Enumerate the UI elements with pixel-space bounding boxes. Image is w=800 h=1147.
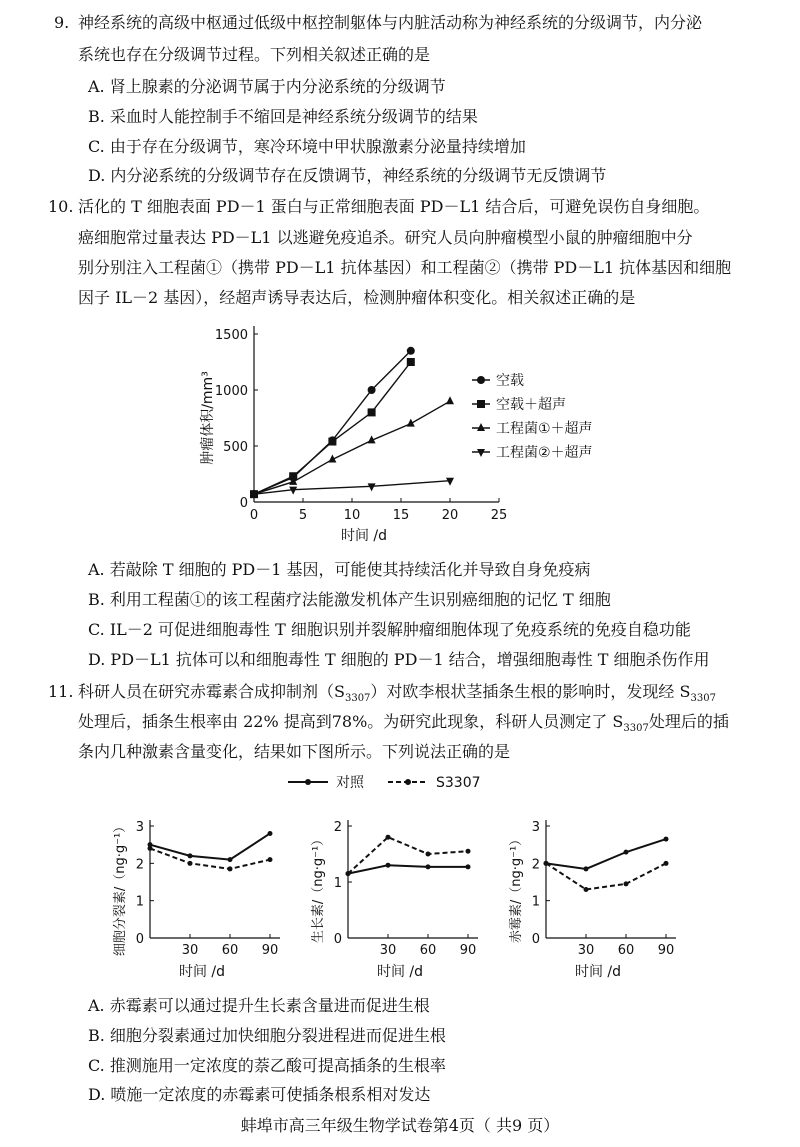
y-tick-label: 1 (531, 894, 540, 910)
control-point (664, 837, 669, 842)
legend-marker (305, 779, 311, 785)
x-axis-label: 时间 /d (340, 528, 388, 544)
y-tick-label: 1000 (214, 384, 248, 399)
legend-label: 工程菌①＋超声 (496, 421, 593, 437)
data-point (446, 478, 454, 486)
data-point (328, 438, 336, 446)
x-axis-label: 时间 /d (376, 964, 424, 980)
option-d[interactable]: D. 喷施一定浓度的赤霉素可使插条根系相对发达 (88, 1085, 431, 1104)
y-axis-label: 细胞分裂素/（ng·g⁻¹） (113, 819, 128, 957)
treated-point (148, 846, 153, 851)
tumor-volume-chart (190, 318, 610, 550)
subscript: 3307 (344, 693, 371, 705)
treated-point (426, 852, 431, 857)
hormone-content-charts (110, 770, 710, 990)
x-tick-label: 90 (261, 943, 279, 958)
question-stem-line: 癌细胞常过量表达 PD－L1 以逃避免疫追杀。研究人员向肿瘤模型小鼠的肿瘤细胞中分 (78, 228, 693, 247)
y-tick-label: 0 (333, 932, 342, 947)
x-tick-label: 30 (379, 943, 397, 958)
treated-point (664, 861, 669, 866)
control-point (624, 850, 629, 855)
data-point (477, 376, 485, 384)
x-tick-label: 60 (221, 943, 239, 958)
y-tick-label: 3 (135, 820, 144, 835)
x-tick-label: 15 (392, 508, 410, 523)
data-point (368, 408, 376, 416)
option-b[interactable]: B. 利用工程菌①的该工程菌疗法能激发机体产生识别癌细胞的记忆 T 细胞 (88, 590, 611, 609)
x-tick-label: 25 (490, 508, 508, 523)
stem-text: 处理后，插条生根率由 22% 提高到78%。为研究此现象，科研人员测定了 S (78, 712, 624, 731)
x-tick-label: 30 (181, 943, 199, 958)
data-point (477, 400, 485, 408)
data-point (368, 386, 376, 394)
control-point (188, 853, 193, 858)
legend-label: S3307 (436, 775, 481, 791)
series-line (254, 351, 411, 494)
control-series-line (348, 865, 468, 873)
option-b[interactable]: B. 采血时人能控制手不缩回是神经系统分级调节的结果 (88, 107, 478, 126)
y-tick-label: 2 (333, 820, 342, 835)
subscript: 3307 (690, 693, 716, 705)
option-a[interactable]: A. 肾上腺素的分泌调节属于内分泌系统的分级调节 (88, 77, 446, 96)
question-stem-line: 活化的 T 细胞表面 PD－1 蛋白与正常细胞表面 PD－L1 结合后，可避免误伤自身细胞。 (78, 197, 710, 216)
control-point (386, 863, 391, 868)
option-a[interactable]: A. 若敲除 T 细胞的 PD－1 基因，可能使其持续活化并导致自身免疫病 (88, 560, 591, 579)
data-point (477, 423, 485, 431)
y-tick-label: 0 (239, 496, 248, 511)
data-point (477, 449, 485, 457)
x-tick-label: 90 (459, 943, 477, 958)
data-point (407, 347, 415, 355)
legend-label: 工程菌②＋超声 (496, 445, 593, 461)
subscript: 3307 (623, 723, 649, 735)
control-point (426, 864, 431, 869)
x-tick-label: 0 (249, 508, 259, 523)
option-b[interactable]: B. 细胞分裂素通过加快细胞分裂进程进而促进生根 (88, 1026, 446, 1045)
stem-text: ）对欧李根状茎插条生根的影响时，发现经 S (370, 682, 691, 701)
question-number: 11. (48, 682, 74, 701)
legend-marker (405, 779, 411, 785)
legend-label: 空载 (496, 373, 524, 389)
stem-text: 处理后的插 (648, 712, 729, 731)
question-stem-line (78, 682, 716, 709)
question-stem-line: 别分别注入工程菌①（携带 PD－L1 抗体基因）和工程菌②（携带 PD－L1 抗体基因和细胞 (78, 258, 732, 277)
y-tick-label: 0 (531, 932, 540, 947)
x-tick-label: 30 (577, 943, 595, 958)
treated-point (268, 857, 273, 862)
x-tick-label: 60 (617, 943, 635, 958)
y-tick-label: 2 (135, 857, 144, 873)
question-stem-line (78, 712, 729, 739)
treated-point (466, 849, 471, 854)
treated-series-line (348, 837, 468, 873)
treated-series-line (546, 863, 666, 889)
treated-point (584, 887, 589, 892)
control-point (466, 864, 471, 869)
treated-point (386, 835, 391, 840)
treated-point (624, 881, 629, 886)
data-point (446, 396, 454, 404)
treated-point (188, 861, 193, 866)
option-d[interactable]: D. PD－L1 抗体可以和细胞毒性 T 细胞的 PD－1 结合，增强细胞毒性 T 细胞杀伤作用 (88, 650, 710, 669)
y-tick-label: 2 (531, 857, 540, 873)
legend-label: 对照 (336, 775, 364, 791)
y-tick-label: 1500 (214, 328, 248, 343)
treated-point (544, 861, 549, 866)
control-point (228, 857, 233, 862)
data-point (407, 358, 415, 366)
chart-panel (113, 820, 280, 980)
question-stem-line: 条内几种激素含量变化，结果如下图所示。下列说法正确的是 (78, 742, 511, 761)
option-d[interactable]: D. 内分泌系统的分级调节存在反馈调节，神经系统的分级调节无反馈调节 (88, 166, 607, 185)
option-c[interactable]: C. 推测施用一定浓度的萘乙酸可提高插条的生根率 (88, 1056, 446, 1075)
question-number: 10. (48, 197, 74, 216)
legend-label: 空载＋超声 (496, 397, 566, 413)
option-c[interactable]: C. IL－2 可促进细胞毒性 T 细胞识别并裂解肿瘤细胞体现了免疫系统的免疫自稳功能 (88, 620, 691, 639)
stem-text: 科研人员在研究赤霉素合成抑制剂（S (78, 682, 345, 701)
y-tick-label: 3 (531, 820, 540, 835)
treated-point (346, 871, 351, 876)
y-axis-label: 生长素/（ng·g⁻¹） (311, 832, 326, 944)
option-a[interactable]: A. 赤霉素可以通过提升生长素含量进而促进生根 (88, 996, 430, 1015)
x-tick-label: 20 (441, 508, 459, 523)
option-c[interactable]: C. 由于存在分级调节，寒冷环境中甲状腺激素分泌量持续增加 (88, 137, 526, 156)
question-stem-line: 神经系统的高级中枢通过低级中枢控制躯体与内脏活动称为神经系统的分级调节，内分泌 (78, 13, 703, 32)
series-line (254, 362, 411, 494)
control-point (584, 866, 589, 871)
question-number: 9. (54, 13, 70, 32)
x-tick-label: 10 (343, 508, 361, 523)
series-line (254, 481, 450, 494)
y-tick-label: 500 (223, 440, 248, 455)
y-axis-label: 赤霉素/（ng·g⁻¹） (509, 832, 524, 944)
page-footer: 蚌埠市高三年级生物学试卷第4页（ 共9 页） (240, 1116, 560, 1135)
question-stem-line: 因子 IL－2 基因），经超声诱导表达后，检测肿瘤体积变化。相关叙述正确的是 (78, 288, 636, 307)
y-tick-label: 1 (333, 876, 342, 891)
control-series-line (546, 839, 666, 869)
x-tick-label: 60 (419, 943, 437, 958)
x-tick-label: 90 (657, 943, 675, 958)
x-axis-label: 时间 /d (574, 964, 622, 980)
chart-panel (310, 820, 478, 980)
question-stem-line: 系统也存在分级调节过程。下列相关叙述正确的是 (78, 45, 431, 64)
x-tick-label: 5 (298, 508, 308, 523)
treated-point (228, 866, 233, 871)
data-point (368, 483, 376, 491)
chart-panel (508, 820, 676, 980)
y-tick-label: 1 (135, 894, 144, 910)
control-point (268, 831, 273, 836)
y-axis-label: 肿瘤体积/mm³ (200, 371, 216, 465)
y-tick-label: 0 (135, 932, 144, 947)
x-axis-label: 时间 /d (178, 964, 226, 980)
